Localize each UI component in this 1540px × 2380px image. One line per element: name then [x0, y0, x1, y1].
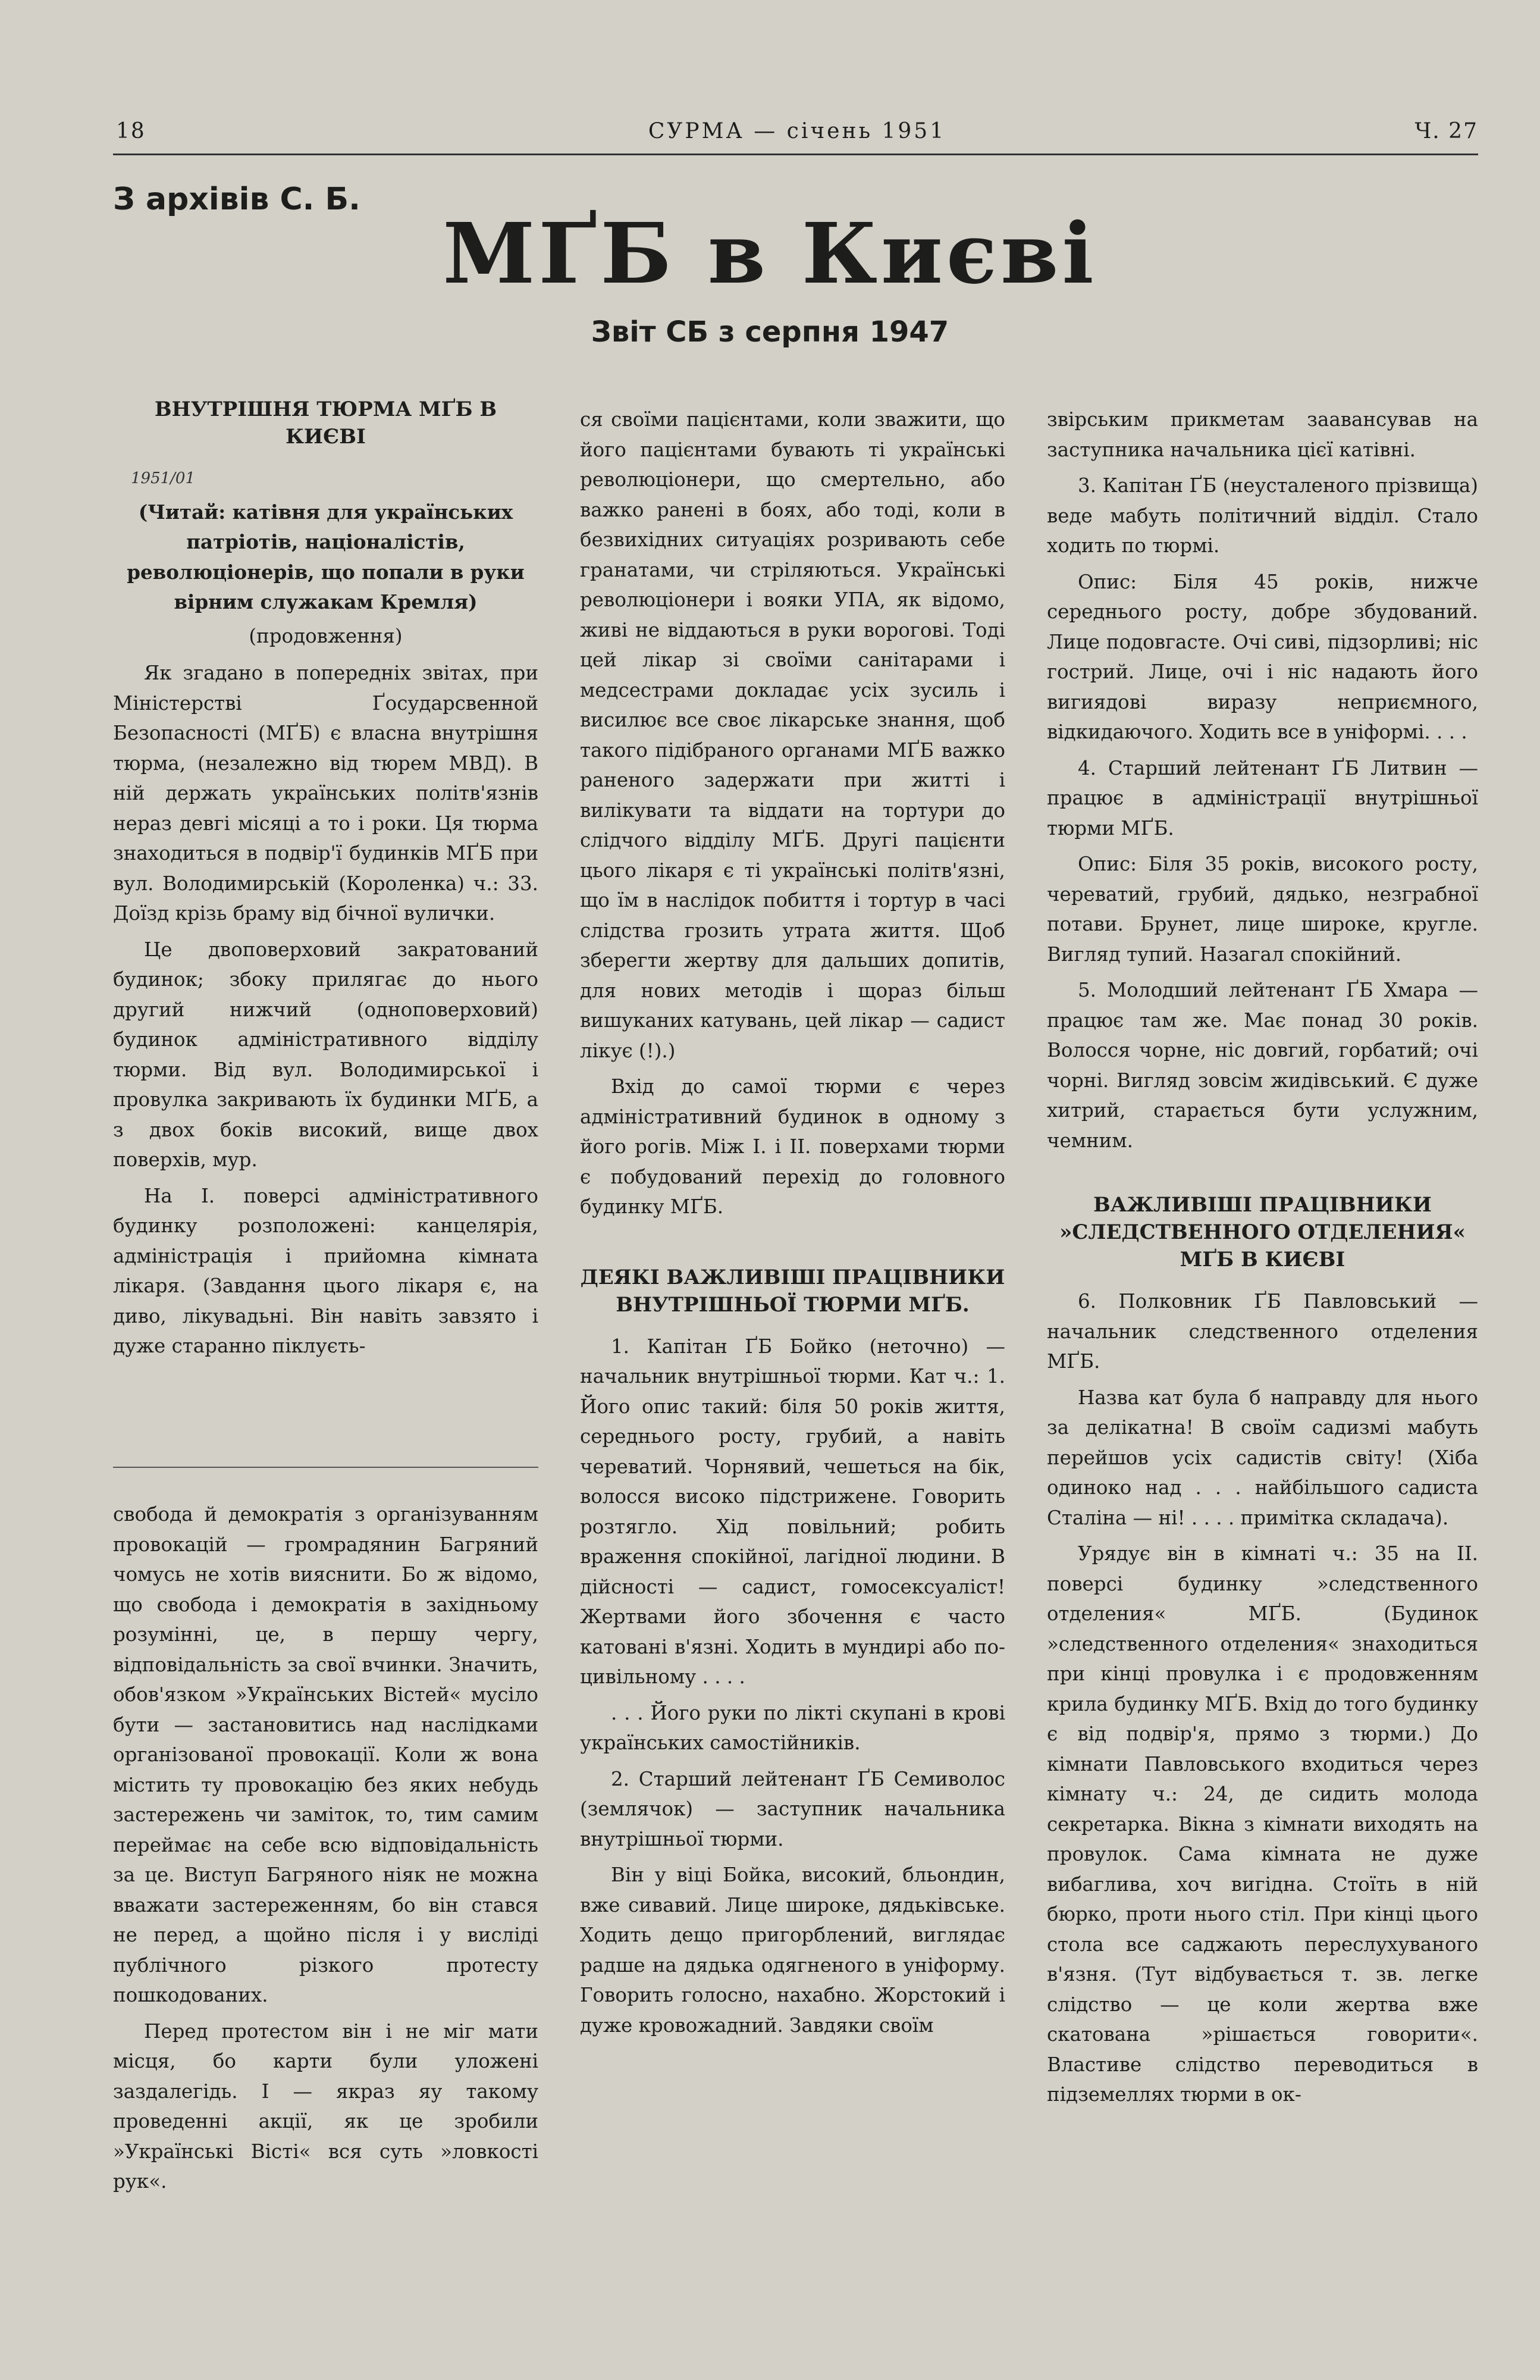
continued-label: (продовження): [249, 624, 403, 647]
paragraph: 6. Полковник ҐБ Павловський — начальник следственного отделения МҐБ.: [1047, 1290, 1478, 1373]
paragraph: . . . Його руки по лікті скупані в крові українських самостійників.: [580, 1701, 1005, 1754]
lead-paragraph: (Читай: катівня для українських патріотів, націоналістів, революціонерів, що попали в руки вірним служакам Кремля): [127, 500, 525, 613]
paragraph: Вхід до самої тюрми є через адміністративний будинок в одному з його рогів. Між І. і ІІ. поверхами тюрми є побудований перехід до головного будинку МҐБ.: [580, 1075, 1005, 1218]
paragraph: Він у віці Бойка, високий, бльондин, вже сивавий. Лице широке, дядьківське. Ходить дещо пригорблений, виглядає радше на дядька одягненого в уніформу. Говорить голосно, нахабно. Жорстокий і дуже кровожадний. Завдяки своїм: [580, 1864, 1005, 2037]
paragraph: 3. Капітан ҐБ (неусталеного прізвища) веде мабуть політичний відділ. Стало ходить по тюрмі.: [1047, 474, 1478, 557]
header-rule: [113, 154, 1478, 155]
column-1-continuation: [113, 1499, 538, 2203]
column-1: [113, 396, 538, 1367]
paragraph: Назва кат була б направду для нього за делікатна! В своїм садизмі мабуть перейшов усіх садистів світу! (Хіба одиноко над . . . найбільшого садиста Сталіна — ні! . . . . примітка складача).: [1047, 1386, 1478, 1529]
section-heading: ВНУТРІШНЯ ТЮРМА МҐБ В КИЄВІ: [154, 397, 497, 449]
issue-number: Ч. 27: [1414, 119, 1478, 143]
column-2: [580, 405, 1005, 2046]
paragraph: Опис: Біля 35 років, високого росту, череватий, грубий, дядько, незграбної потави. Брунет, лице широке, кругле. Вигляд тупий. Назагал спокійний.: [1047, 853, 1478, 966]
paragraph: Це двоповерховий закратований будинок; збоку прилягає до нього другий нижчий (одноповерховий) будинок адміністративного відділу тюрми. Від вул. Володимирської і провулка закривають їх будинки МҐБ, а з двох боків високий, вище двох поверхів, мур.: [113, 938, 538, 1171]
paragraph: Опис: Біля 45 років, нижче середнього росту, добре збудований. Лице подовгасте. Очі сиві, підзорливі; ніс гострий. Лице, очі і ніс надають його вигиядові виразу неприємного, відкидаючого. Ходить все в уніформі. . . .: [1047, 570, 1478, 743]
handwritten-note: 1951/01: [131, 469, 196, 487]
paragraph: свобода й демократія з організуванням провокацій — громрадянин Багряний чомусь не хотів вияснити. Бо ж відомо, що свобода і демократія в західньому розумінні, це, в першу чергу, відповідальність за свої вчинки. Значить, обов'язком »Українських Вістей« мусіло бути — застановитись над наслідками організованої провокації. Коли ж вона містить ту провокацію без яких небудь застережень чи заміток, то, тим самим переймає на себе всю відповідальність за це. Виступ Багряного ніяк не можна вважати застереженням, бо він стався не перед, а щойно після і у висліді публічного різкого протесту пошкодованих.: [113, 1503, 538, 2006]
paragraph: 5. Молодший лейтенант ҐБ Хмара — працює там же. Має понад 30 років. Волосся чорне, ніс довгий, горбатий; очі чорні. Вигляд зовсім жидівський. Є дуже хитрий, старається бути услужним, чемним.: [1047, 979, 1478, 1152]
column-3: [1047, 405, 1478, 2116]
article-subtitle: Звіт СБ з серпня 1947: [591, 315, 949, 349]
archive-label: З архівів С. Б.: [113, 181, 360, 217]
masthead: СУРМА — січень 1951: [648, 119, 946, 143]
paragraph: На І. поверсі адміністративного будинку розположені: канцелярія, адміністрація і прийомна кімната лікаря. (Завдання цього лікаря є, на диво, лікувадьні. Він навіть завзято і дуже старанно піклуєть-: [113, 1184, 538, 1357]
section-heading: ВАЖЛИВІШІ ПРАЦІВНИКИ »СЛЕДСТВЕННОГО ОТДЕЛЕНИЯ« МҐБ В КИЄВІ: [1059, 1193, 1466, 1272]
page-header: [116, 119, 1478, 155]
paragraph: 2. Старший лейтенант ҐБ Семиволос (землячок) — заступник начальника внутрішньої тюрми.: [580, 1767, 1005, 1850]
page-number: 18: [116, 119, 146, 143]
section-heading: ДЕЯКІ ВАЖЛИВІШІ ПРАЦІВНИКИ ВНУТРІШНЬОЇ ТЮРМИ МҐБ.: [580, 1265, 1005, 1317]
paragraph: Урядує він в кімнаті ч.: 35 на ІІ. поверсі будинку »следственного отделения« МҐБ. (Будинок »следственного отделения« знаходиться при кінці провулка і є продовженням крила будинку МҐБ. Вхід до того будинку є від подвір'я, прямо з тюрми.) До кімнати Павловського входиться через кімнату ч.: 24, де сидить молода секретарка. Вікна з кімнати виходять на провулок. Сама кімната не дуже вибаглива, хоч вигідна. Стоїть в ній бюрко, проти нього стіл. При кінці цього стола все саджають переслухуваного в'язня. (Тут відбувається т. зв. легке слідство — це коли жертва вже скатована »рішається говорити«. Властиве слідство переводиться в підземеллях тюрми в ок-: [1047, 1542, 1478, 2106]
column-divider: [113, 1467, 538, 1468]
paragraph: ся своїми пацієнтами, коли зважити, що його пацієнтами бувають ті українські революціонери, що смертельно, або важко ранені в боях, або тоді, коли в безвихідних ситуаціях розривають себе гранатами, чи стріляються. Українські революціонери і вояки УПА, як відомо, живі не віддаються в руки ворогові. Тоді цей лікар зі своїми санітарами і медсестрами докладає усіх зусиль і висилює все своє лікарське знання, щоб такого підібраного органами МҐБ важко раненого задержати при житті і вилікувати та віддати на тортури до слідчого відділу МҐБ. Другі пацієнти цього лікаря є ті українські політв'язні, що їм в наслідок побиття і тортур в часі слідства грозить утрата життя. Щоб зберегти жертву для дальших допитів, для нових методів і щораз більш вишуканих катувань, цей лікар — садист лікує (!).): [580, 408, 1005, 1062]
paragraph: Перед протестом він і не міг мати місця, бо карти були уложені заздалегідь. І — якраз яу такому проведенні акції, як це зробили »Українські Вісті« вся суть »ловкості рук«.: [113, 2019, 538, 2193]
paragraph: 4. Старший лейтенант ҐБ Литвин — працює в адміністрації внутрішньої тюрми МҐБ.: [1047, 756, 1478, 840]
paragraph: Як згадано в попередніх звітах, при Міністерстві Ґосударсвенной Безопасності (МҐБ) є власна внутрішня тюрма, (незалежно від тюрем МВД). В ній держать українських політв'язнів нераз девгі місяці а то і роки. Ця тюрма знаходиться в подвір'ї будинків МҐБ при вул. Володимирській (Короленка) ч.: 33. Доїзд крізь браму від бічної вулички.: [113, 662, 538, 925]
article-title: МҐБ в Києві: [443, 205, 1097, 303]
paragraph: звірським прикметам заавансував на заступника начальника цієї катівні.: [1047, 408, 1478, 461]
paragraph: 1. Капітан ҐБ Бойко (неточно) — начальник внутрішньої тюрми. Кат ч.: 1. Його опис такий: біля 50 років життя, середнього росту, грубий, а навіть череватий. Чорнявий, чешеться на бік, волосся високо підстрижене. Говорить розтягло. Хід повільний; робить враження спокійної, лагідної людини. В дійсності — садист, гомосексуаліст! Жертвами його збочення є часто катовані в'язні. Ходить в мундирі або по-цивільному . . . .: [580, 1335, 1005, 1688]
